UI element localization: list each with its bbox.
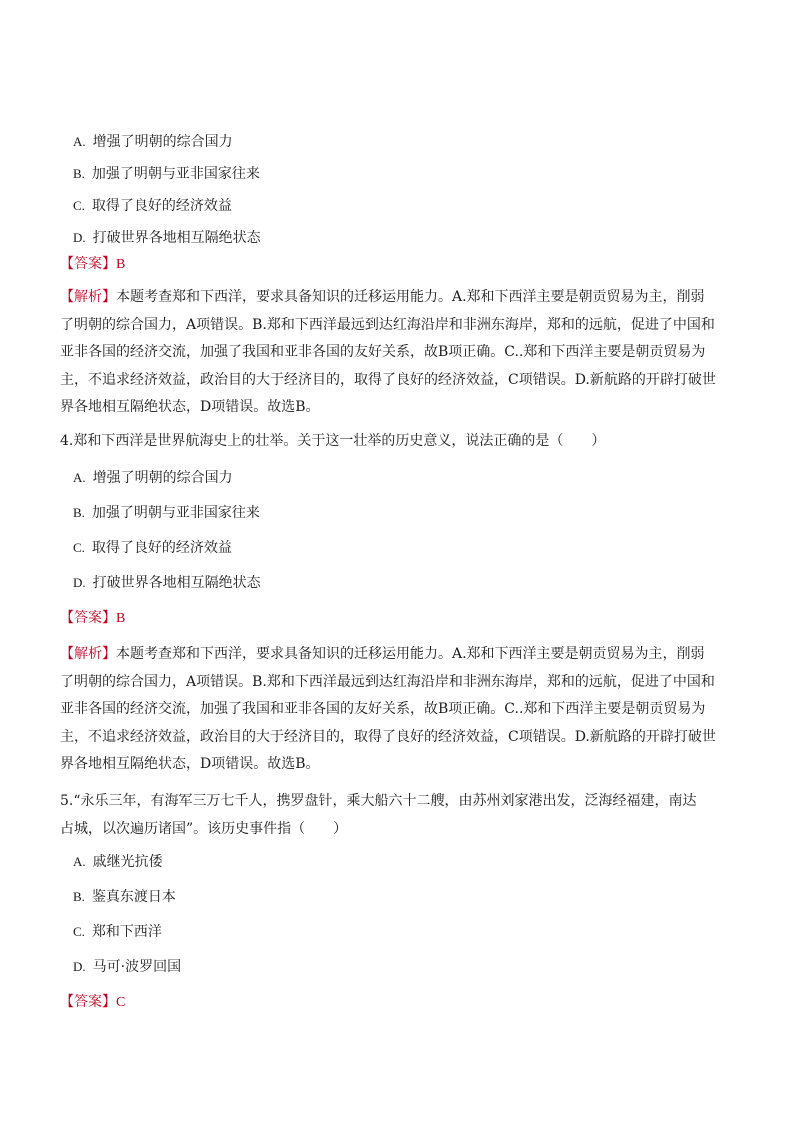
answer-value: B [116, 257, 126, 272]
option-b: B. 鉴真东渡日本 [73, 889, 176, 905]
option-c: C. 郑和下西洋 [73, 924, 162, 940]
option-d: D. 马可·波罗回国 [73, 959, 182, 975]
option-c: C. 取得了良好的经济效益 [73, 198, 232, 214]
option-a: A. 戚继光抗倭 [73, 854, 163, 870]
option-c: C. 取得了良好的经济效益 [73, 540, 232, 556]
option-b: B. 加强了明朝与亚非国家往来 [73, 166, 260, 182]
answer [60, 992, 125, 1013]
option-d: D. 打破世界各地相互隔绝状态 [73, 575, 261, 591]
analysis: 【解析】本题考查郑和下西洋，要求具备知识的迁移运用能力。A.郑和下西洋主要是朝贡贸易为主，削弱 了明朝的综合国力，A项错误。B.郑和下西洋最远到达红海沿岸和非洲东海岸，郑和的远航，促进了中国和 亚非各国的经济交流，加强了我国和亚非各国的友好关系，故B项正确。C..郑和下西洋主要是朝贡贸易为 主，不追求经济效益，政治目的大于经济目的，取得了良好的经济效益，C项错误。D.新航路的开辟打破世 界各地相互隔绝状态，D项错误。故选B。 [60, 289, 716, 415]
question-4-stem: 4.郑和下西洋是世界航海史上的壮举。关于这一壮举的历史意义，说法正确的是（ ） [60, 433, 606, 449]
question-5-stem: 5.“永乐三年，有海军三万七千人，携罗盘针，乘大船六十二艘，由苏州刘家港出发，泛海经福建，南达 占城，以次遍历诸国”。该历史事件指（ ） [60, 793, 697, 837]
option-a: A. 增强了明朝的综合国力 [73, 134, 233, 150]
answer [60, 608, 125, 629]
answer-value: C [116, 995, 126, 1010]
analysis-label: 【解析】 [60, 289, 116, 305]
answer [60, 254, 125, 275]
answer-value: B [116, 611, 126, 626]
analysis-label: 【解析】 [60, 646, 116, 662]
analysis: 【解析】本题考查郑和下西洋，要求具备知识的迁移运用能力。A.郑和下西洋主要是朝贡贸易为主，削弱 了明朝的综合国力，A项错误。B.郑和下西洋最远到达红海沿岸和非洲东海岸，郑和的远航，促进了中国和 亚非各国的经济交流，加强了我国和亚非各国的友好关系，故B项正确。C..郑和下西洋主要是朝贡贸易为 主，不追求经济效益，政治目的大于经济目的，取得了良好的经济效益，C项错误。D.新航路的开辟打破世 界各地相互隔绝状态，D项错误。故选B。 [60, 646, 716, 772]
option-d: D. 打破世界各地相互隔绝状态 [73, 230, 261, 246]
option-a: A. 增强了明朝的综合国力 [73, 470, 233, 486]
answer-label: 【答案】 [60, 256, 116, 272]
answer-label: 【答案】 [60, 610, 116, 626]
option-b: B. 加强了明朝与亚非国家往来 [73, 505, 260, 521]
answer-label: 【答案】 [60, 994, 116, 1010]
